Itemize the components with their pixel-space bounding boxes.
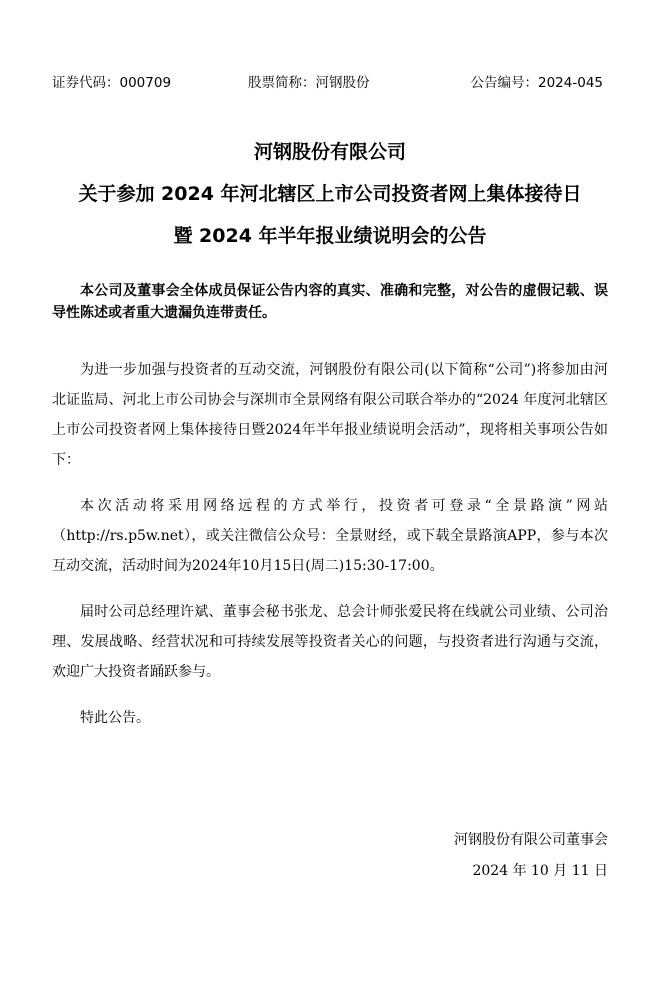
body-paragraph-intro: 为进一步加强与投资者的互动交流，河钢股份有限公司(以下简称“公司”)将参加由河北证监局、河北上市公司协会与深圳市全景网络有限公司联合举办的“2024 年度河北辖区上市公司投资者网上集体接待日暨2024年半年报业绩说明会活动”，现将相关事项公告如下： (52, 362, 608, 468)
body-paragraph-event-details: 本次活动将采用网络远程的方式举行，投资者可登录“全景路演”网站（http://rs.p5w.net），或关注微信公众号：全景财经，或下载全景路演APP，参与本次互动交流，活动时间为2024年10月15日(周二)15:30-17:00。 (52, 498, 608, 574)
company-title: 河钢股份有限公司 (253, 141, 406, 163)
stock-code: 证券代码：000709 (52, 75, 172, 91)
body-paragraph-closing: 特此公告。 (80, 710, 150, 726)
board-disclaimer: 本公司及董事会全体成员保证公告内容的真实、准确和完整，对公告的虚假记载、误导性陈述或者重大遗漏负连带责任。 (52, 283, 608, 321)
announcement-title-line-2: 暨 2024 年半年报业绩说明会的公告 (173, 225, 487, 247)
body-paragraph-participants: 届时公司总经理许斌、董事会秘书张龙、总会计师张爱民将在线就公司业绩、公司治理、发展战略、经营状况和可持续发展等投资者关心的问题，与投资者进行沟通与交流，欢迎广大投资者踊跃参与。 (52, 604, 608, 680)
document-header (0, 73, 660, 93)
announcement-number: 公告编号：2024-045 (470, 75, 603, 91)
stock-short-name: 股票简称：河钢股份 (248, 75, 370, 91)
signature-date: 2024 年 10 月 11 日 (472, 863, 608, 879)
announcement-title-line-1: 关于参加 2024 年河北辖区上市公司投资者网上集体接待日 (78, 183, 582, 205)
signature-company: 河钢股份有限公司董事会 (454, 832, 608, 848)
